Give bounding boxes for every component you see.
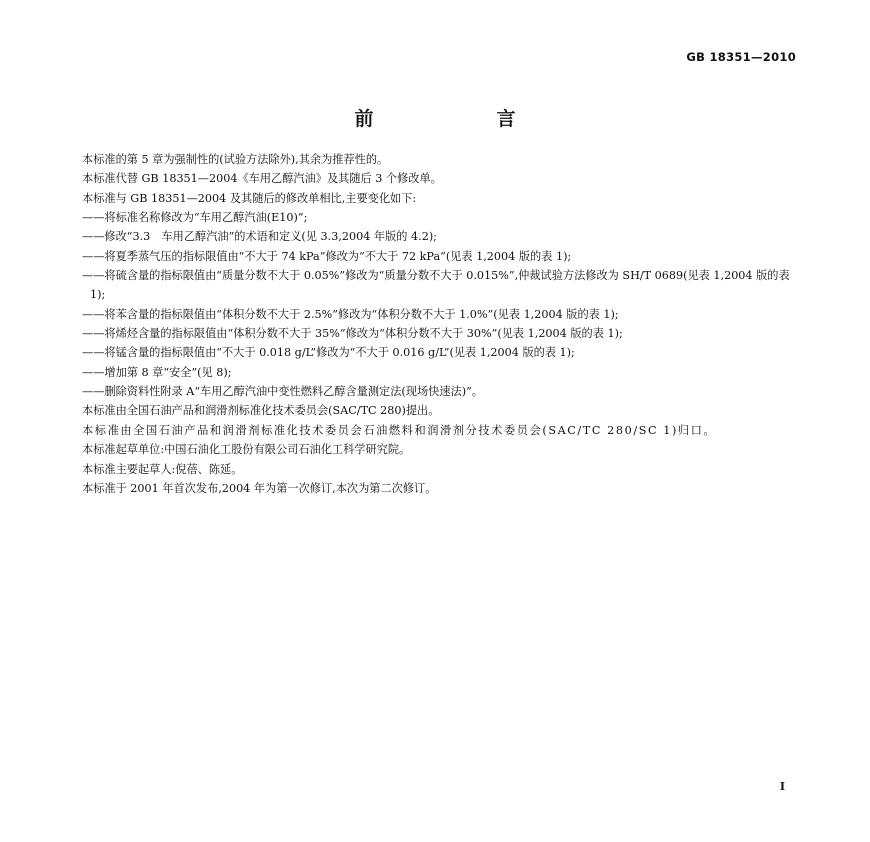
page-number: I xyxy=(779,780,785,793)
list-item: ——将锰含量的指标限值由“不大于 0.018 g/L”修改为“不大于 0.016 g/L”(见表 1,2004 版的表 1); xyxy=(82,346,575,360)
paragraph: 本标准的第 5 章为强制性的(试验方法除外),其余为推荐性的。 xyxy=(82,153,389,166)
list-item: ——将烯烃含量的指标限值由“体积分数不大于 35%”修改为“体积分数不大于 30%”(见表 1,2004 版的表 1); xyxy=(82,327,623,341)
page-title: 前 言 xyxy=(354,108,568,130)
list-item: ——增加第 8 章“安全”(见 8); xyxy=(82,365,232,379)
document-body xyxy=(60,150,802,498)
paragraph: 本标准与 GB 18351—2004 及其随后的修改单相比,主要变化如下: xyxy=(82,191,417,205)
standard-code: GB 18351—2010 xyxy=(686,50,796,64)
list-item: ——将标准名称修改为“车用乙醇汽油(E10)”; xyxy=(82,211,308,225)
paragraph: 本标准由全国石油产品和润滑剂标准化技术委员会(SAC/TC 280)提出。 xyxy=(82,404,440,418)
changes-list xyxy=(60,208,802,401)
list-item: ——将苯含量的指标限值由“体积分数不大于 2.5%”修改为“体积分数不大于 1.0%”(见表 1,2004 版的表 1); xyxy=(82,307,619,321)
list-item: ——将硫含量的指标限值由“质量分数不大于 0.05%”修改为“质量分数不大于 0.015%”,仲裁试验方法修改为 SH/T 0689(见表 1,2004 版的表 1); xyxy=(82,269,790,302)
paragraph: 本标准于 2001 年首次发布,2004 年为第一次修订,本次为第二次修订。 xyxy=(82,481,437,495)
paragraph: 本标准代替 GB 18351—2004《车用乙醇汽油》及其随后 3 个修改单。 xyxy=(82,172,442,186)
list-item: ——修改“3.3 车用乙醇汽油”的术语和定义(见 3.3,2004 年版的 4.2); xyxy=(82,230,437,244)
paragraph: 本标准起草单位:中国石油化工股份有限公司石油化工科学研究院。 xyxy=(82,443,411,457)
paragraph: 本标准由全国石油产品和润滑剂标准化技术委员会石油燃料和润滑剂分技术委员会(SAC/TC 280/SC 1)归口。 xyxy=(82,423,717,437)
list-item: ——将夏季蒸气压的指标限值由“不大于 74 kPa”修改为“不大于 72 kPa”(见表 1,2004 版的表 1); xyxy=(82,249,572,263)
list-item: ——删除资料性附录 A“车用乙醇汽油中变性燃料乙醇含量测定法(现场快速法)”。 xyxy=(82,385,483,399)
paragraph: 本标准主要起草人:倪蓓、陈延。 xyxy=(82,462,243,476)
